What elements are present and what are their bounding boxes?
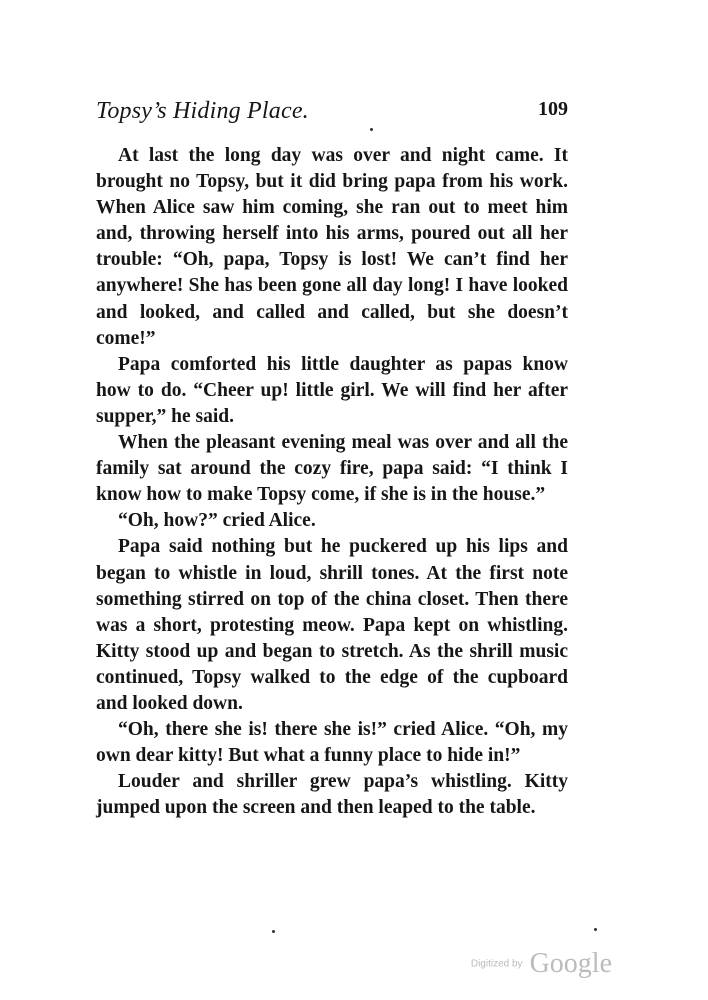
page-header — [96, 98, 568, 134]
paragraph: Papa comforted his little daughter as papas know how to do. “Cheer up! little girl. We will find her after supper,” he said. — [96, 353, 568, 427]
paragraph: “Oh, how?” cried Alice. — [118, 510, 316, 532]
body-text — [96, 143, 568, 821]
running-title: Topsy’s Hiding Place. — [96, 98, 309, 124]
digitized-by-google-watermark — [471, 948, 612, 980]
google-logo: Google — [529, 948, 612, 979]
paragraph: Papa said nothing but he puckered up his lips and began to whistle in loud, shrill tones. At the first note something stirred on top of the china closet. Then there was a short, protesting meow. Papa kept on whistling. Kitty stood up and began to stretch. As the shrill music continued, Topsy walked to the edge of the cupboard and looked down. — [96, 536, 568, 714]
paragraph: “Oh, there she is! there she is!” cried Alice. “Oh, my own dear kitty! But what a funny place to hide in!” — [96, 719, 568, 767]
scan-speck — [370, 128, 373, 131]
paragraph: When the pleasant evening meal was over and all the family sat around the cozy fire, papa said: “I think I know how to make Topsy come, if she is in the house.” — [96, 432, 568, 506]
watermark-prefix: Digitized by — [470, 958, 523, 970]
paragraph: Louder and shriller grew papa’s whistling. Kitty jumped upon the screen and then leaped to the table. — [96, 771, 568, 819]
paragraph: At last the long day was over and night came. It brought no Topsy, but it did bring papa from his work. When Alice saw him coming, she ran out to meet him and, throwing herself into his arms, poured out all her trouble: “Oh, papa, Topsy is lost! We can’t find her anywhere! She has been gone all day long! I have looked and looked, and called and called, but she doesn’t come!” — [96, 145, 568, 349]
scan-speck — [272, 930, 275, 933]
scan-speck — [594, 928, 597, 931]
page-number: 109 — [538, 98, 568, 120]
